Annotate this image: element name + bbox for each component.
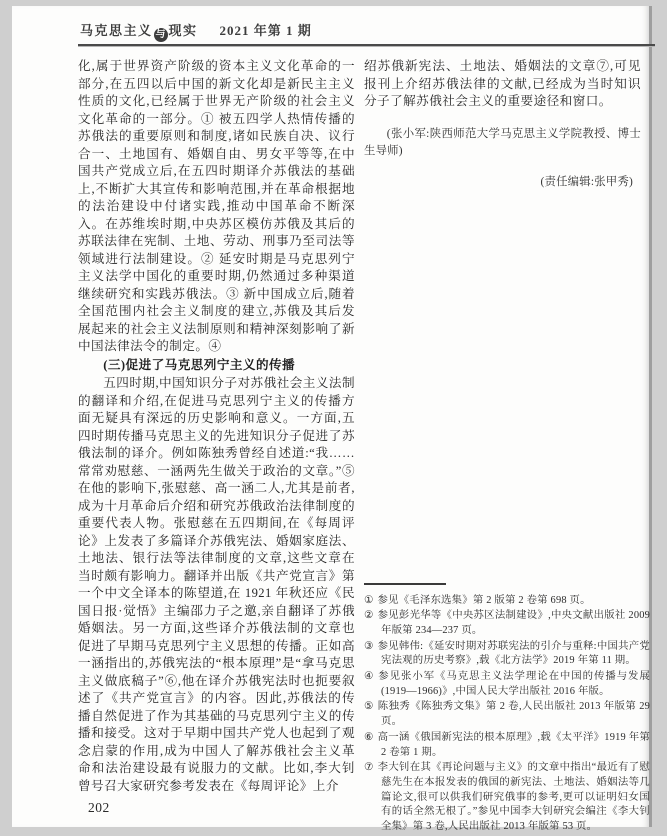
right-column — [364, 58, 641, 191]
issue-label: 2021 年第 1 期 — [219, 23, 312, 38]
journal-title-right: 现实 — [168, 23, 198, 38]
page-number: 202 — [88, 800, 110, 815]
footnote-separator — [364, 583, 446, 585]
footnote-marker: ② — [364, 610, 374, 622]
footnote-text: 参见韩伟:《延安时期对苏联宪法的引介与重释:中国共产党宪法观的历史考察》,载《北方法学》2019 年第 11 期。 — [377, 640, 651, 667]
footnote-item — [364, 700, 650, 729]
footnote-marker: ⑥ — [364, 731, 374, 743]
section-heading: (三)促进了马克思列宁主义的传播 — [103, 357, 296, 372]
journal-title-left: 马克思主义 — [80, 23, 153, 38]
footnotes-section — [364, 583, 650, 836]
footnote-text: 参见张小军《马克思主义法学理论在中国的传播与发展(1919—1966)》,中国人民大学出版社 2016 年版。 — [378, 671, 650, 697]
footnote-item — [364, 640, 650, 669]
journal-header — [80, 20, 655, 42]
footnote-text: 高一涵《俄国新宪法的根本原理》,载《太平洋》1919 年第 2 卷第 1 期。 — [377, 731, 651, 758]
editor-note: (责任编辑:张甲秀) — [540, 175, 633, 188]
footnote-marker: ④ — [364, 671, 375, 683]
footnote-text: 李大钊在其《再论问题与主义》的文章中指出“最近有了慰慈先生在本报发表的俄国的新宪法、土地法、婚姻法等几篇论文,很可以供我们研究俄事的参考,更可以证明妇女国有的话全然无根了。”参见中国李大钊研究会编注《李大钊全集》第 3 卷,人民出版社 2013 年版第 53 页。 — [377, 762, 651, 833]
footnote-marker: ⑤ — [364, 701, 374, 713]
header-rule — [78, 44, 655, 47]
journal-page — [12, 6, 652, 833]
journal-logo-icon: 与 — [155, 29, 166, 40]
left-column — [78, 58, 355, 795]
footnote-item — [364, 609, 650, 638]
footnote-item — [364, 731, 650, 760]
paragraph-1: 化,属于世界资产阶级的资本主义文化革命的一部分,在五四以后中国的新文化却是新民主主义性质的文化,已经属于世界无产阶级的社会主义文化革命的一部分。① 被五四学人热情传播的苏俄法的重要原则和制度,诸如民族自决、议行合一、土地国有、婚姻自由、男女平等等,在中国共产党成立后,在五四时期译介苏俄法的基础上,不断扩大其宣传和影响范围,并在革命根据地的法治建设中付诸实践,推动中国革命不断深入。在苏维埃时期,中央苏区模仿苏俄及其后的苏联法律在宪制、土地、劳动、刑事乃至司法等领域进行法制建设。② 延安时期是马克思列宁主义法学中国化的重要时期,仍然通过多种渠道继续研究和实践苏俄法。③ 新中国成立后,随着全国范围内社会主义制度的建立,苏俄及其后发展起来的社会主义法制原则和精神深刻影响了新中国法律法令的制定。④ — [78, 59, 355, 353]
footnote-text: 参见彭光华等《中央苏区法制建设》,中央文献出版社 2009 年版第 234—237 页。 — [377, 610, 651, 636]
paragraph-2: 五四时期,中国知识分子对苏俄社会主义法制的翻译和介绍,在促进马克思列宁主义的传播方面无疑具有深远的历史影响和意义。一方面,五四时期传播马克思主义的先进知识分子促进了苏俄法制的译介。例如陈独秀曾经自述道:“我……常常劝慰慈、一涵两先生做关于政治的文章。”⑤在他的影响下,张慰慈、高一涵二人,尤其是前者,成为十月革命后介绍和研究苏俄政治法律制度的重要代表人物。张慰慈在五四期间,在《每周评论》上发表了多篇译介苏俄宪法、婚姻家庭法、土地法、银行法等法律制度的文章,这些文章在当时颇有影响力。翻译并出版《共产党宣言》第一个中文全译本的陈望道,在 1921 年秋还应《民国日报·觉悟》主编邵力子之邀,亲自翻译了苏俄婚姻法。另一方面,这些译介苏俄法制的文章也促进了早期马克思列宁主义思想的传播。正如高一涵指出的,苏俄宪法的“根本原理”是“拿马克思主义做底稿子”⑥,他在译介苏俄宪法时也扼要叙述了《共产党宣言》的内容。因此,苏俄法的传播自然促进了作为其基础的马克思列宁主义的传播和接受。这对于早期中国共产党人也起到了观念启蒙的作用,成为中国人了解苏俄社会主义革命和法治建设最有说服力的文献。比如,李大钊曾号召大家研究参考发表在《每周评论》上介 — [78, 376, 355, 793]
footnote-item — [364, 594, 650, 609]
footnote-item — [364, 761, 650, 835]
footnote-text: 陈独秀《陈独秀文集》第 2 卷,人民出版社 2013 年版第 29 页。 — [377, 701, 650, 728]
footnote-text: 参见《毛泽东选集》第 2 版第 2 卷第 698 页。 — [377, 594, 591, 606]
footnote-marker: ⑦ — [364, 762, 374, 774]
footnote-marker: ③ — [364, 640, 374, 652]
paragraph-3: 绍苏俄新宪法、土地法、婚姻法的文章⑦,可见报刊上介绍苏俄法律的文献,已经成为当时知识分子了解苏俄社会主义的重要途径和窗口。 — [364, 59, 641, 108]
author-note: (张小军:陕西师范大学马克思主义学院教授、博士生导师) — [364, 127, 641, 157]
footnote-marker: ① — [364, 594, 374, 606]
footnote-item — [364, 670, 650, 699]
